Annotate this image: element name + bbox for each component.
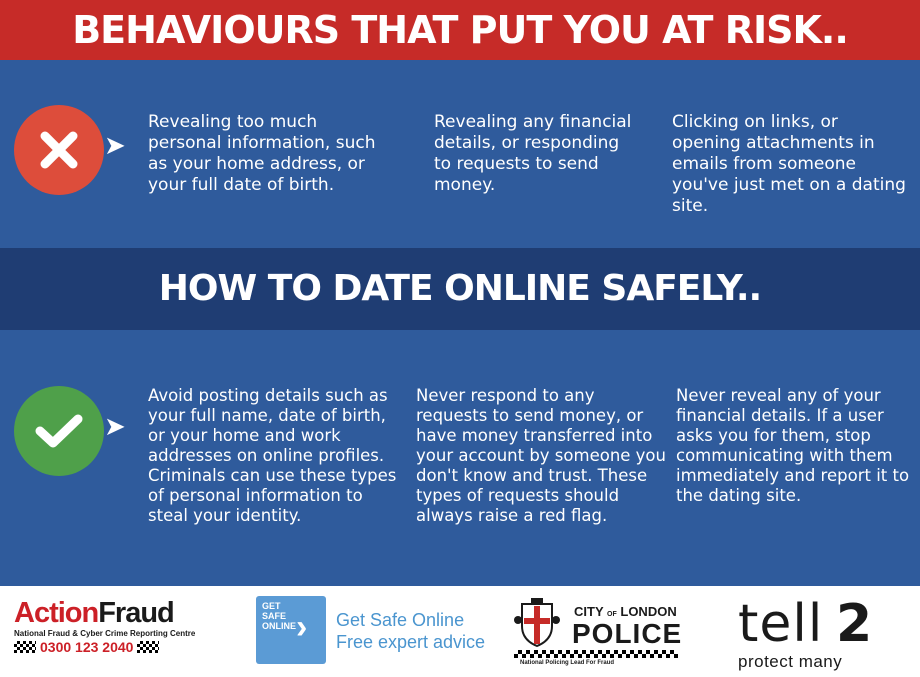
risk-item-1: Revealing too much personal information, such as your home address, or your full date of birth. — [148, 112, 376, 195]
chevron-right-icon: › — [296, 608, 308, 646]
safe-item-1: Avoid posting details such as your full name, date of birth, or your home and work addresses on online profiles. Criminals can use these types of personal information to steal your identity. — [148, 386, 397, 525]
action-fraud-name-action: Action — [14, 597, 99, 629]
tell2-logo[interactable] — [726, 594, 896, 672]
arrow-right-icon: ➤ — [104, 411, 126, 441]
get-safe-online-badge — [256, 596, 326, 664]
city-of-london-police-logo[interactable] — [514, 596, 684, 668]
tell2-word: tell — [738, 594, 824, 654]
check-icon — [14, 386, 104, 476]
police-crest-icon — [514, 598, 560, 648]
risk-item-2: Revealing any financial details, or responding to requests to send money. — [434, 112, 632, 195]
city-word: CITY — [574, 604, 604, 619]
get-safe-online-name: Get Safe Online — [336, 610, 465, 630]
police-word: POLICE — [572, 618, 683, 649]
police-tagline: National Policing Lead For Fraud — [520, 660, 615, 666]
london-word: LONDON — [620, 604, 677, 619]
get-safe-online-logo[interactable] — [256, 596, 486, 666]
city-of-london-text — [574, 604, 677, 619]
safe-item-3: Never reveal any of your financial details. If a user asks you for them, stop communicating with them immediately and report it to the dating site. — [676, 386, 910, 505]
risk-banner — [0, 0, 920, 60]
safe-banner — [0, 248, 920, 330]
action-fraud-name-fraud: Fraud — [98, 597, 174, 629]
action-fraud-phone-row — [14, 639, 204, 655]
checker-pattern-icon — [137, 641, 159, 653]
tell2-number: 2 — [836, 594, 873, 654]
risk-title: BEHAVIOURS THAT PUT YOU AT RISK.. — [72, 8, 848, 52]
risk-item-3: Clicking on links, or opening attachments in emails from someone you've just met on a dating site. — [672, 112, 906, 216]
safe-item-2: Never respond to any requests to send money, or have money transferred into your account by someone you don't know and trust. These types of requests should always raise a red flag. — [416, 386, 666, 525]
action-fraud-tagline: National Fraud & Cyber Crime Reporting Centre — [14, 629, 196, 638]
cross-icon-glyph — [37, 128, 81, 172]
of-word: OF — [607, 611, 617, 618]
safe-title: HOW TO DATE ONLINE SAFELY.. — [158, 268, 762, 309]
checker-band-icon — [514, 650, 678, 658]
footer-logos — [0, 586, 920, 677]
checker-pattern-icon — [14, 641, 36, 653]
arrow-right-icon: ➤ — [104, 130, 126, 160]
cross-icon — [14, 105, 104, 195]
action-fraud-logo[interactable] — [14, 598, 204, 655]
action-fraud-phone: 0300 123 2040 — [40, 639, 134, 655]
check-icon-glyph — [34, 411, 84, 451]
tell2-tagline: protect many — [738, 652, 843, 671]
action-fraud-name — [14, 598, 204, 628]
get-safe-online-tagline: Free expert advice — [336, 632, 486, 652]
get-safe-online-badge-text: GET SAFE ONLINE — [262, 601, 297, 631]
